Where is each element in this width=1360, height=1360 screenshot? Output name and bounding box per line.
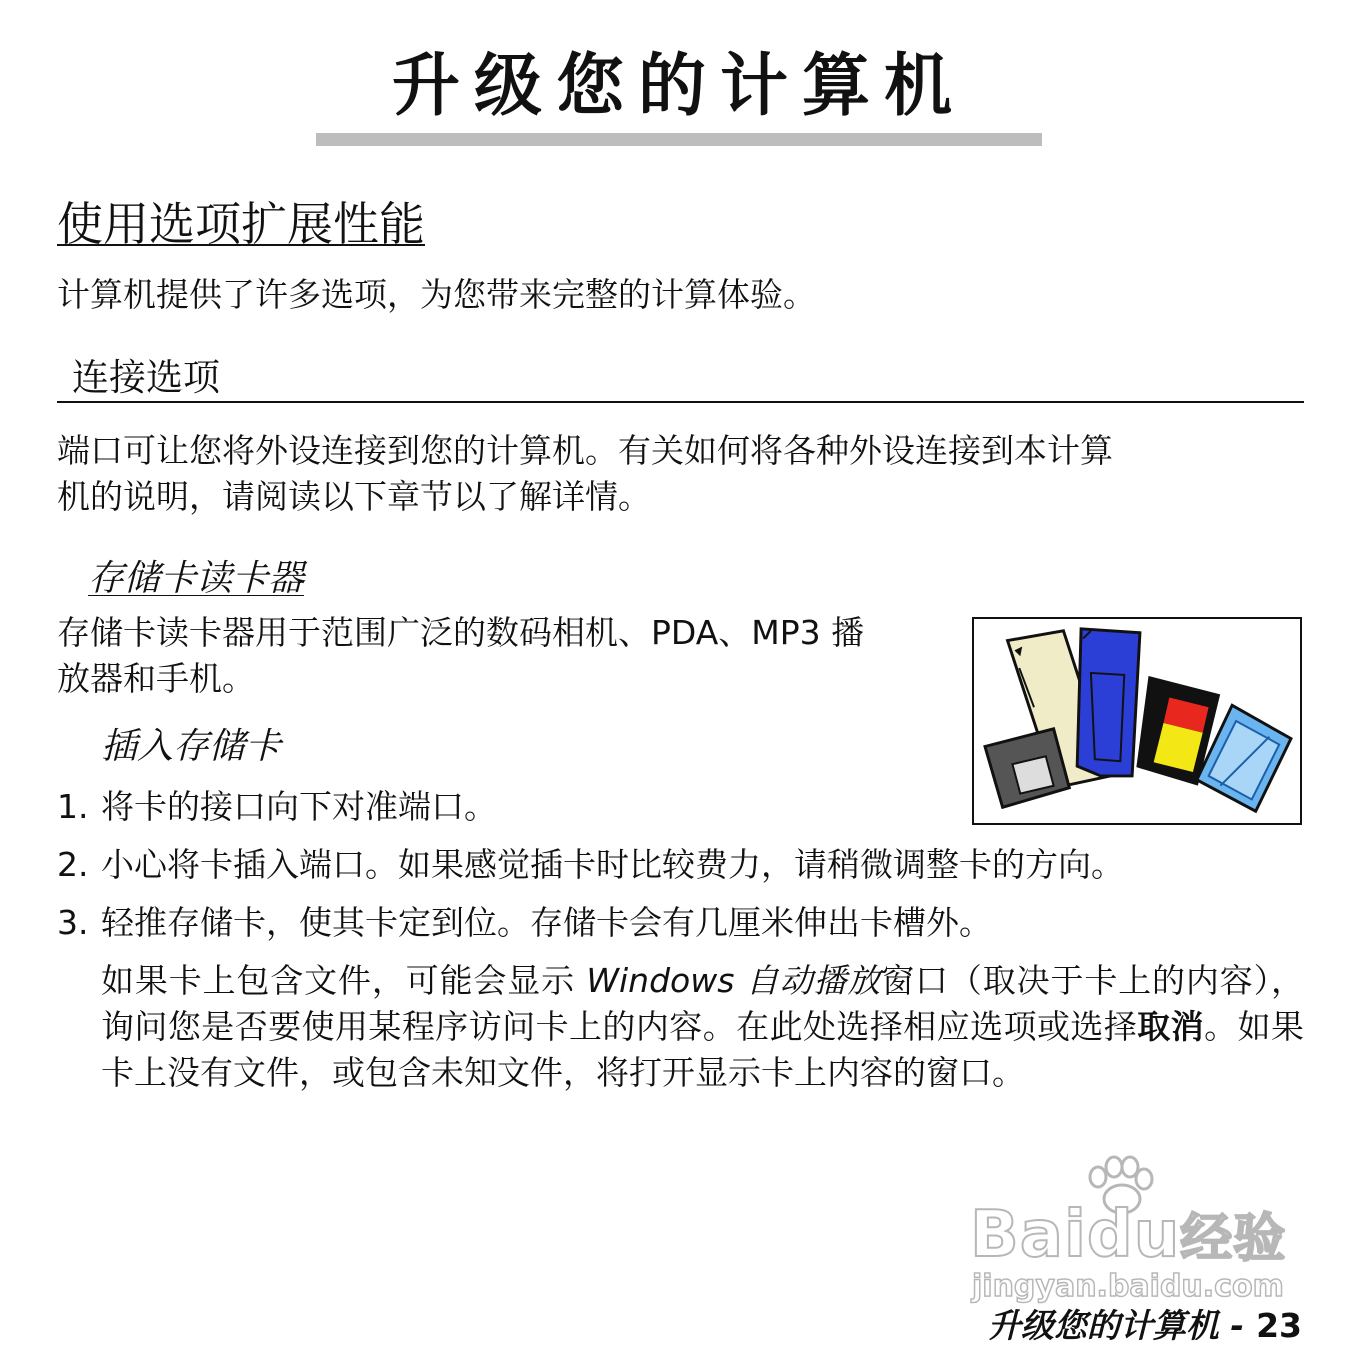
list-item-number: 1. <box>57 787 89 826</box>
watermark-brand <box>970 1200 1286 1274</box>
page-title: 升级您的计算机 <box>391 47 966 126</box>
watermark-brand-bai: Bai <box>970 1198 1087 1272</box>
list-item-number: 3. <box>57 903 89 942</box>
watermark-brand-cn: 经验 <box>1180 1209 1287 1269</box>
list-item <box>57 784 1305 830</box>
note-cancel: 取消 <box>1137 1007 1205 1046</box>
list-item-text: 将卡的接口向下对准端口。 <box>101 787 497 826</box>
list-item-text: 小心将卡插入端口。如果感觉插卡时比较费力，请稍微调整卡的方向。 <box>101 845 1124 884</box>
insert-card-title: 插入存储卡 <box>101 726 282 767</box>
list-item-number: 2. <box>57 845 89 884</box>
card-reader-desc-line2: 放器和手机。 <box>57 659 255 698</box>
title-underline-bar <box>316 133 1042 146</box>
footer-label: 升级您的计算机 - <box>987 1306 1245 1345</box>
connectivity-rule <box>57 401 1304 403</box>
watermark-url: jingyan.baidu.com <box>972 1269 1284 1304</box>
list-item-text: 轻推存储卡，使其卡定到位。存储卡会有几厘米伸出卡槽外。 <box>101 903 992 942</box>
note-text-part3: 。如果卡上没有文件，或包含未知文件，将打开显示卡上内容的窗口。 <box>101 1007 1305 1092</box>
card-reader-title-text: 存储卡读卡器 <box>88 558 305 599</box>
section-intro: 计算机提供了许多选项，为您带来完整的计算体验。 <box>57 275 816 314</box>
page-number: 23 <box>1256 1306 1302 1345</box>
list-item <box>57 900 1305 946</box>
section-title: 使用选项扩展性能 <box>57 197 425 251</box>
page-footer <box>988 1304 1302 1348</box>
connectivity-paragraph-line1: 端口可让您将外设连接到您的计算机。有关如何将各种外设连接到本计算 <box>57 431 1113 470</box>
note-windows: Windows <box>586 961 735 1000</box>
note-text-part1: 如果卡上包含文件，可能会显示 <box>101 961 587 1000</box>
connectivity-paragraph-line2: 机的说明，请阅读以下章节以了解详情。 <box>57 477 651 516</box>
note-text-part2: 窗口（取决于卡上的内容），询问您是否要使用某程序访问卡上的内容。在此处选择相应选项或选择 <box>101 961 1304 1046</box>
list-item <box>57 842 1305 888</box>
connectivity-title: 连接选项 <box>72 356 220 399</box>
card-reader-title <box>88 554 304 604</box>
watermark-brand-du: du <box>1086 1198 1181 1272</box>
autoplay-note <box>101 958 1304 1096</box>
card-reader-desc-line1: 存储卡读卡器用于范围广泛的数码相机、PDA、MP3 播 <box>57 613 865 652</box>
note-autoplay: 自动播放 <box>734 961 882 1000</box>
baidu-watermark <box>940 1155 1300 1305</box>
